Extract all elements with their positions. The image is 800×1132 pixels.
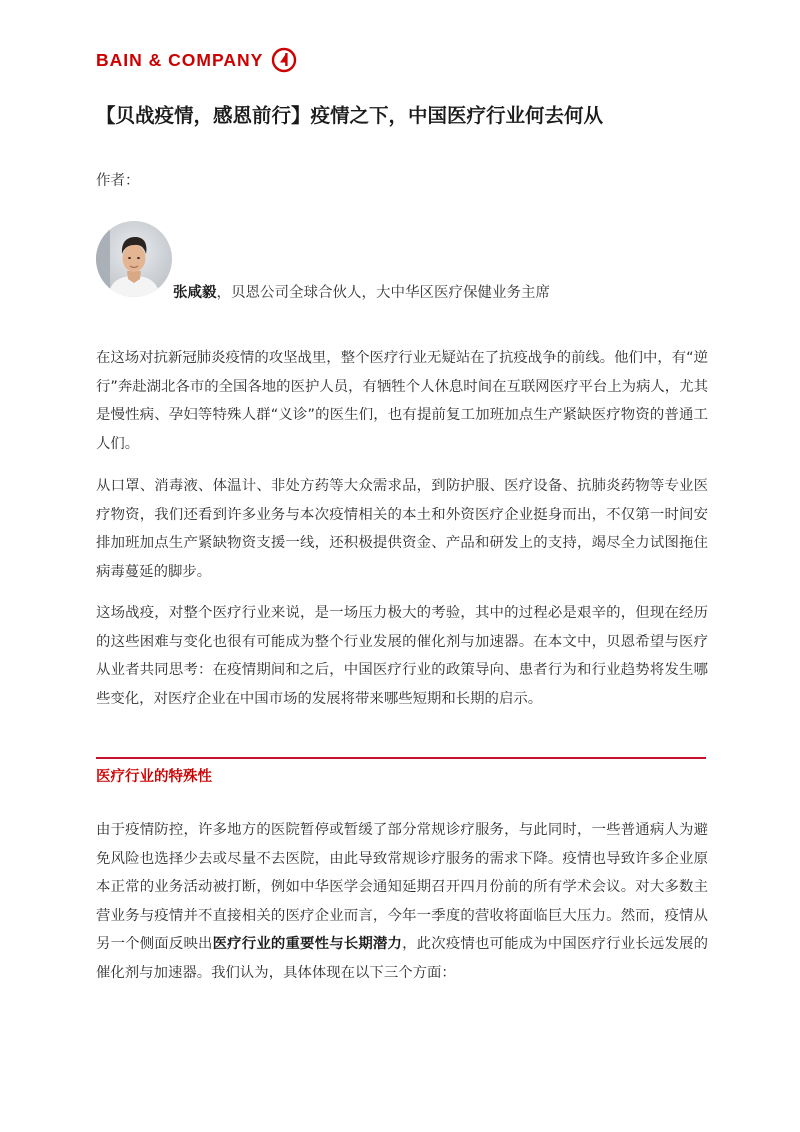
compass-logo-icon: [271, 47, 297, 73]
author-avatar: [96, 221, 172, 297]
section-paragraph-text-end: ，此次疫情也可能成为中国医疗行业长远发展的催化剂与加速器。我们认为，具体体现在以下三个方面：: [96, 936, 708, 981]
byline-label: 作者：: [96, 173, 140, 189]
author-line: [173, 282, 550, 304]
section-paragraph-text-start: 由于疫情防控，许多地方的医院暂停或暂缓了部分常规诊疗服务，与此同时，一些普通病人为避免风险也选择少去或尽量不去医院，由此导致常规诊疗服务的需求下降。疫情也导致许多企业原本正常的业务活动被打断，例如中华医学会通知延期召开四月份前的所有学术会议。对大多数主营业务与疫情并不直接相关的医疗企业而言，今年一季度的营收将面临巨大压力。然而，疫情从另一个侧面反映出: [96, 822, 708, 953]
intro-paragraph-2: 从口罩、消毒液、体温计、非处方药等大众需求品，到防护服、医疗设备、抗肺炎药物等专业医疗物资，我们还看到许多业务与本次疫情相关的本土和外资医疗企业挺身而出，不仅第一时间安排加班加点生产紧缺物资支援一线，还积极提供资金、产品和研发上的支持，竭尽全力试图拖住病毒蔓延的脚步。: [96, 478, 708, 580]
author-portrait-icon: [96, 221, 172, 297]
intro-paragraph-3: 这场战疫，对整个医疗行业来说，是一场压力极大的考验，其中的过程必是艰辛的，但现在经历的这些困难与变化也很有可能成为整个行业发展的催化剂与加速器。在本文中，贝恩希望与医疗从业者共同思考：在疫情期间和之后，中国医疗行业的政策导向、患者行为和行业趋势将发生哪些变化，对医疗企业在中国市场的发展将带来哪些短期和长期的启示。: [96, 605, 708, 707]
section-paragraph: [96, 816, 708, 988]
section-paragraph-emphasis: 医疗行业的重要性与长期潜力: [212, 936, 403, 953]
logo-text: BAIN & COMPANY: [96, 49, 264, 70]
section-divider: [96, 757, 706, 759]
section-heading: 医疗行业的特殊性: [96, 769, 212, 785]
intro-paragraph-1: 在这场对抗新冠肺炎疫情的攻坚战里，整个医疗行业无疑站在了抗疫战争的前线。他们中，有“逆行”奔赴湖北各市的全国各地的医护人员，有牺牲个人休息时间在互联网医疗平台上为病人，尤其是慢性病、孕妇等特殊人群“义诊”的医生们，也有提前复工加班加点生产紧缺医疗物资的普通工人们。: [96, 350, 708, 452]
author-role: ，贝恩公司全球合伙人，大中华区医疗保健业务主席: [216, 285, 550, 301]
bain-logo: [96, 46, 297, 74]
article-title: 【贝战疫情，感恩前行】疫情之下，中国医疗行业何去何从: [96, 104, 604, 127]
author-name: 张咸毅: [173, 285, 217, 301]
